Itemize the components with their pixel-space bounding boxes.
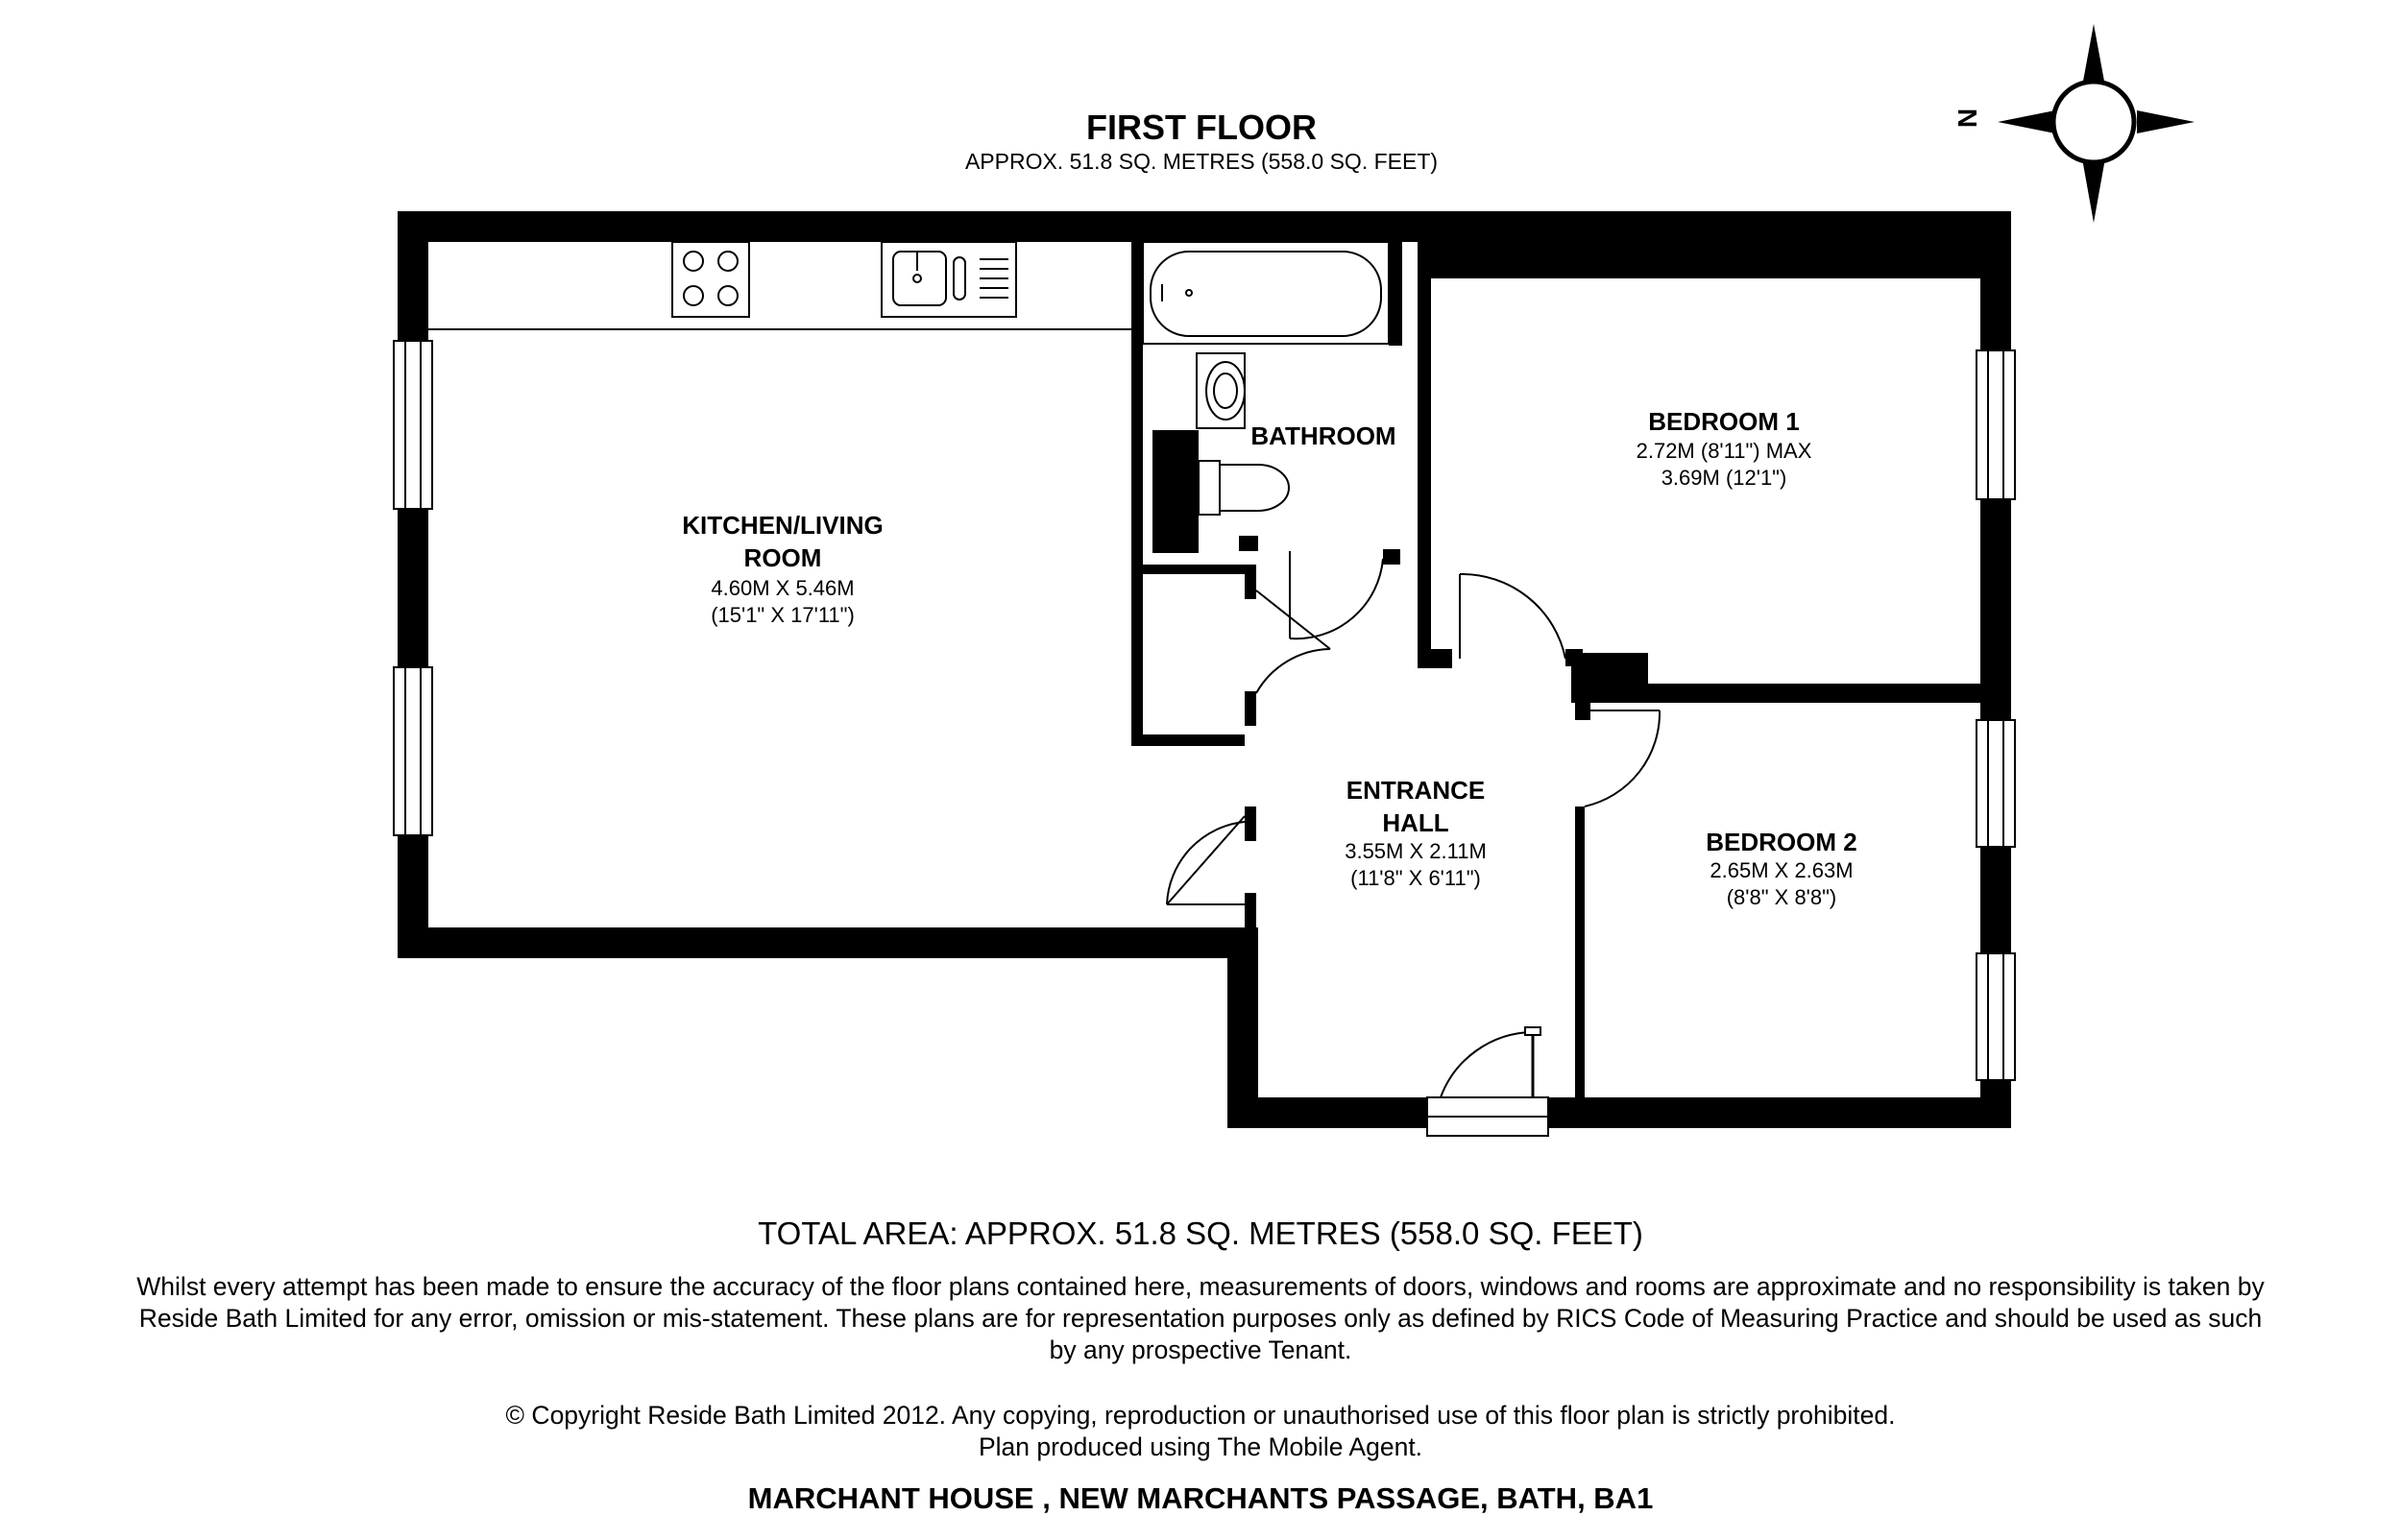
- copyright-line-1: © Copyright Reside Bath Limited 2012. Any copying, reproduction or unauthorised use of this floor plan is strictly prohibited.: [505, 1401, 1896, 1430]
- room-kitchen-living: [682, 511, 883, 627]
- hall-metric: 3.55M X 2.11M: [1345, 839, 1487, 863]
- room-entrance-hall: [1345, 776, 1487, 890]
- bedroom2-name: BEDROOM 2: [1706, 828, 1857, 856]
- hall-imperial: (11'8" X 6'11"): [1350, 866, 1481, 890]
- hob-icon: [672, 242, 749, 317]
- toilet-icon: [1199, 461, 1289, 515]
- window-bedroom1: [1977, 350, 2015, 499]
- kitchen-imperial: (15'1" X 17'11"): [711, 603, 855, 627]
- door-entrance: [1427, 1027, 1548, 1136]
- outer-walls: [398, 211, 2011, 1128]
- window-kitchen-bottom: [394, 667, 432, 835]
- floor-area: APPROX. 51.8 SQ. METRES (558.0 SQ. FEET): [964, 149, 1439, 174]
- compass-icon: [1952, 24, 2195, 223]
- room-bedroom1: [1637, 407, 1812, 490]
- floor-title: FIRST FLOOR: [1086, 108, 1317, 147]
- door-bedroom2: [1585, 710, 1660, 806]
- kitchen-name-line1: KITCHEN/LIVING: [682, 511, 884, 540]
- door-bathroom: [1290, 551, 1383, 638]
- disclaimer-line-3: by any prospective Tenant.: [1049, 1335, 1352, 1364]
- door-bedroom1: [1460, 574, 1565, 659]
- kitchen-metric: 4.60M X 5.46M: [711, 576, 855, 600]
- sink-icon: [882, 242, 1016, 317]
- compass-north-label: N: [1952, 108, 1982, 129]
- hall-name-line1: ENTRANCE: [1346, 776, 1486, 805]
- interior-walls: [1131, 242, 2011, 1106]
- bedroom1-name: BEDROOM 1: [1648, 407, 1800, 436]
- bathtub-icon: [1143, 242, 1389, 344]
- copyright-line-2: Plan produced using The Mobile Agent.: [978, 1432, 1423, 1461]
- door-cupboard: [1256, 590, 1330, 693]
- kitchen-name-line2: ROOM: [743, 543, 822, 572]
- hall-name-line2: HALL: [1382, 808, 1449, 837]
- door-kitchen: [1167, 816, 1245, 904]
- room-bedroom2: [1706, 828, 1856, 909]
- disclaimer-line-1: Whilst every attempt has been made to ensure the accuracy of the floor plans contained here, measurements of doors, windows and rooms are approximate and no responsibility is taken by: [136, 1272, 2265, 1301]
- window-kitchen-top: [394, 341, 432, 509]
- basin-icon: [1197, 353, 1245, 428]
- disclaimer-line-2: Reside Bath Limited for any error, omission or mis-statement. These plans are for representation purposes only as defined by RICS Code of Measuring Practice and should be used as such: [138, 1304, 2263, 1333]
- total-area: TOTAL AREA: APPROX. 51.8 SQ. METRES (558.0 SQ. FEET): [758, 1215, 1643, 1251]
- bedroom2-metric: 2.65M X 2.63M: [1710, 858, 1854, 882]
- bedroom2-imperial: (8'8" X 8'8"): [1726, 885, 1837, 909]
- property-address: MARCHANT HOUSE , NEW MARCHANTS PASSAGE, BATH, BA1: [747, 1481, 1654, 1515]
- room-bathroom: [1250, 421, 1395, 450]
- bedroom1-imperial: 3.69M (12'1"): [1661, 466, 1787, 490]
- bedroom1-metric: 2.72M (8'11") MAX: [1636, 439, 1812, 463]
- bathroom-name: BATHROOM: [1250, 421, 1396, 450]
- window-bedroom2-bottom: [1977, 953, 2015, 1080]
- window-bedroom2-top: [1977, 720, 2015, 847]
